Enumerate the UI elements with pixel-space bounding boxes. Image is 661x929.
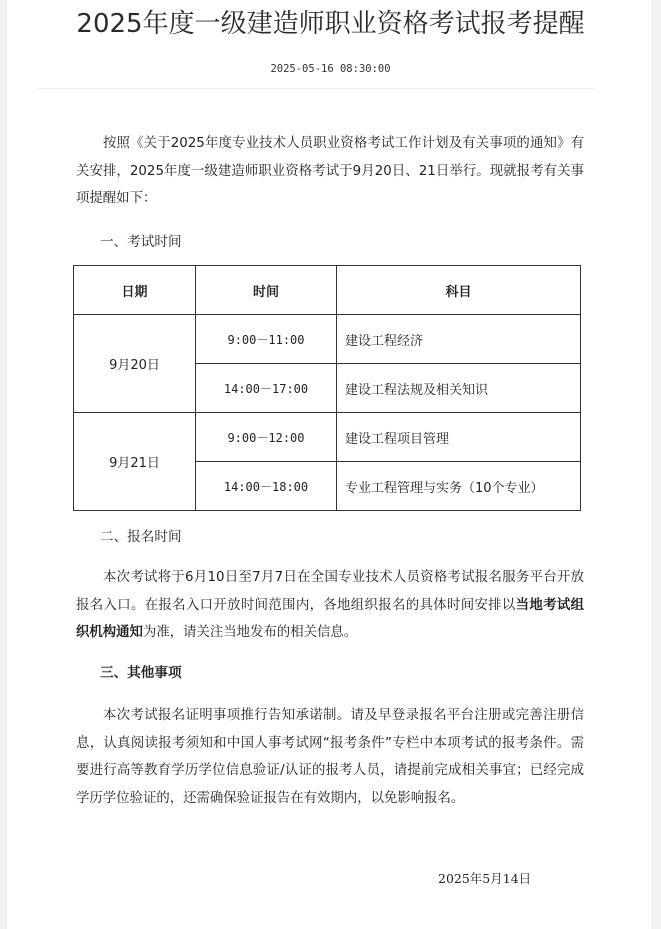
section-heading-other-matters: 三、其他事项 <box>100 665 182 681</box>
subject-cell: 建设工程法规及相关知识 <box>337 364 581 413</box>
date-cell: 9月20日 <box>74 315 196 413</box>
registration-paragraph <box>76 564 584 647</box>
left-frame-edge <box>0 0 7 929</box>
other-matters-paragraph: 本次考试报名证明事项推行告知承诺制。请及早登录报名平台注册或完善注册信息，认真阅读报考须知和中国人事考试网“报考条件”专栏中本项考试的报考条件。需要进行高等教育学历学位信息验证/认证的报考人员，请提前完成相关事宜；已经完成学历学位验证的，还需确保验证报告在有效期内，以免影响报名。 <box>76 708 584 806</box>
registration-emphasis: 当地考试组织机构通知 <box>76 597 585 640</box>
column-header-time: 时间 <box>196 266 337 315</box>
section-heading-registration-time: 二、报名时间 <box>100 529 182 545</box>
exam-schedule-table <box>73 265 581 511</box>
intro-paragraph: 按照《关于2025年度专业技术人员职业资格考试工作计划及有关事项的通知》有关安排，2025年度一级建造师职业资格考试于9月20日、21日举行。现就报考有关事项提醒如下： <box>76 136 584 206</box>
subject-cell: 建设工程项目管理 <box>337 413 581 462</box>
signature-date: 2025年5月14日 <box>438 871 532 886</box>
table-row <box>74 315 581 364</box>
column-header-date: 日期 <box>74 266 196 315</box>
section-heading-exam-time: 一、考试时间 <box>100 234 182 250</box>
subject-cell: 专业工程管理与实务（10个专业） <box>337 462 581 511</box>
table-row <box>74 413 581 462</box>
page-title: 2025年度一级建造师职业资格考试报考提醒 <box>76 9 585 39</box>
time-cell: 14:00－18:00 <box>196 462 337 511</box>
publish-timestamp: 2025-05-16 08:30:00 <box>270 63 391 75</box>
registration-text-start: 本次考试将于6月10日至7月7日在全国专业技术人员资格考试报名服务平台开放报名入口。在报名入口开放时间范围内，各地组织报名的具体时间安排以 <box>76 570 584 613</box>
registration-text-end: 为准，请关注当地发布的相关信息。 <box>142 625 358 640</box>
time-cell: 9:00－11:00 <box>196 315 337 364</box>
right-frame-edge <box>652 0 661 929</box>
table-header-row <box>74 266 581 315</box>
date-cell: 9月21日 <box>74 413 196 511</box>
time-cell: 14:00－17:00 <box>196 364 337 413</box>
subject-cell: 建设工程经济 <box>337 315 581 364</box>
time-cell: 9:00－12:00 <box>196 413 337 462</box>
header-divider <box>36 88 596 89</box>
column-header-subject: 科目 <box>337 266 581 315</box>
